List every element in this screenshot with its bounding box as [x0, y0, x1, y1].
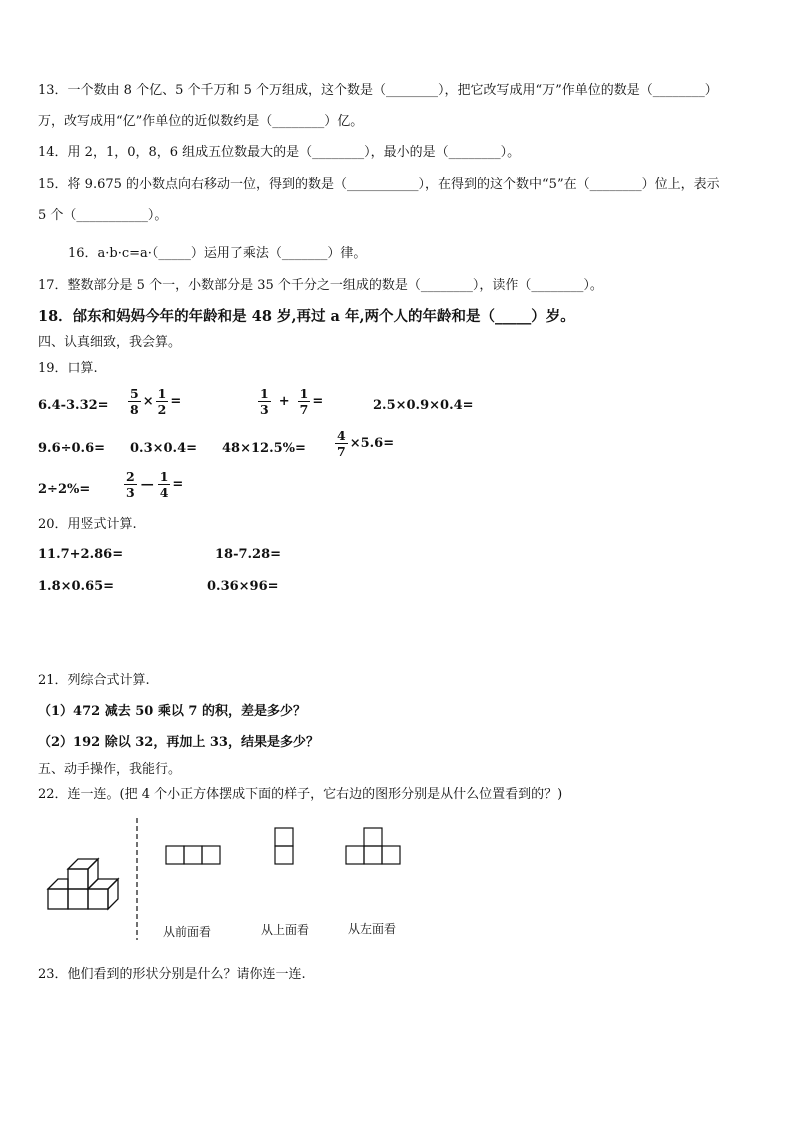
q19-expr-10: $\frac{2}{3}$ — $\frac{1}{4}$ = [126, 469, 184, 500]
fraction: $\frac{1}{4}$ [159, 469, 169, 500]
q20-title: 20．用竖式计算. [38, 517, 137, 532]
q19-title: 19．口算. [38, 361, 98, 376]
fraction: $\frac{5}{8}$ [130, 386, 139, 417]
q19-expr-4: 2.5×0.9×0.4= [373, 398, 474, 413]
q20-expr-1: 11.7+2.86= [38, 547, 124, 562]
fraction: $\frac{2}{3}$ [126, 469, 135, 500]
q21-title: 21．列综合式计算. [38, 673, 150, 688]
q18: 18．邰东和妈妈今年的年龄和是 48 岁,再过 a 年,两个人的年龄和是（_____）岁。 [38, 308, 575, 325]
view-shape-left [346, 828, 400, 864]
q20-expr-3: 1.8×0.65= [38, 579, 115, 594]
q16: 16．a·b·c=a·（_____）运用了乘法（_______）律。 [68, 246, 367, 261]
q21-part-2: （2）192 除以 32，再加上 33，结果是多少？ [38, 735, 319, 750]
q22-title: 22．连一连。(把 4 个小正方体摆成下面的样子，它右边的图形分别是从什么位置看到的？) [38, 787, 563, 802]
q17: 17．整数部分是 5 个一，小数部分是 35 个千分之一组成的数是（________），读作（________）。 [38, 278, 603, 293]
q19-expr-8: $\frac{4}{7}$ ×5.6= [337, 428, 395, 459]
q19-expr-2: $\frac{5}{8}$ × $\frac{1}{2}$ = [130, 386, 182, 417]
q19-expr-7: 48×12.5%= [222, 441, 306, 456]
q13-line2: 万，改写成用“亿”作单位的近似数约是（________）亿。 [38, 114, 364, 129]
fraction: $\frac{1}{2}$ [157, 386, 167, 417]
q20-expr-2: 18-7.28= [215, 547, 282, 562]
label-left-view: 从左面看 [348, 922, 397, 936]
q22-figure [0, 800, 794, 950]
view-shape-front [166, 846, 220, 864]
q20-expr-4: 0.36×96= [207, 579, 279, 594]
q19-expr-3: $\frac{1}{3}$ + $\frac{1}{7}$ = [260, 386, 324, 417]
fraction: $\frac{1}{3}$ [260, 386, 269, 417]
q19-expr-1: 6.4-3.32= [38, 398, 109, 413]
label-front-view: 从前面看 [163, 925, 212, 939]
q19-expr-5: 9.6÷0.6= [38, 441, 106, 456]
section5-heading: 五、动手操作，我能行。 [38, 762, 182, 777]
q15-line2: 5 个（___________）。 [38, 208, 168, 223]
section4-heading: 四、认真细致，我会算。 [38, 335, 182, 350]
fraction: $\frac{1}{7}$ [299, 386, 309, 417]
q13-line1: 13．一个数由 8 个亿、5 个千万和 5 个万组成，这个数是（________），把它改写成用“万”作单位的数是（________） [38, 83, 718, 98]
q15-line1: 15．将 9.675 的小数点向右移动一位，得到的数是（___________），在得到的这个数中“5”在（________）位上，表示 [38, 177, 720, 192]
view-shape-top [275, 828, 293, 864]
q14: 14．用 2，1，0，8，6 组成五位数最大的是（________），最小的是（________）。 [38, 145, 521, 160]
q23: 23．他们看到的形状分别是什么？请你连一连. [38, 967, 306, 982]
cube-arrangement [48, 859, 118, 909]
q19-expr-6: 0.3×0.4= [130, 441, 198, 456]
fraction: $\frac{4}{7}$ [337, 428, 346, 459]
q19-expr-9: 2÷2%= [38, 482, 91, 497]
label-top-view: 从上面看 [261, 923, 310, 937]
q21-part-1: （1）472 减去 50 乘以 7 的积，差是多少？ [38, 704, 306, 719]
